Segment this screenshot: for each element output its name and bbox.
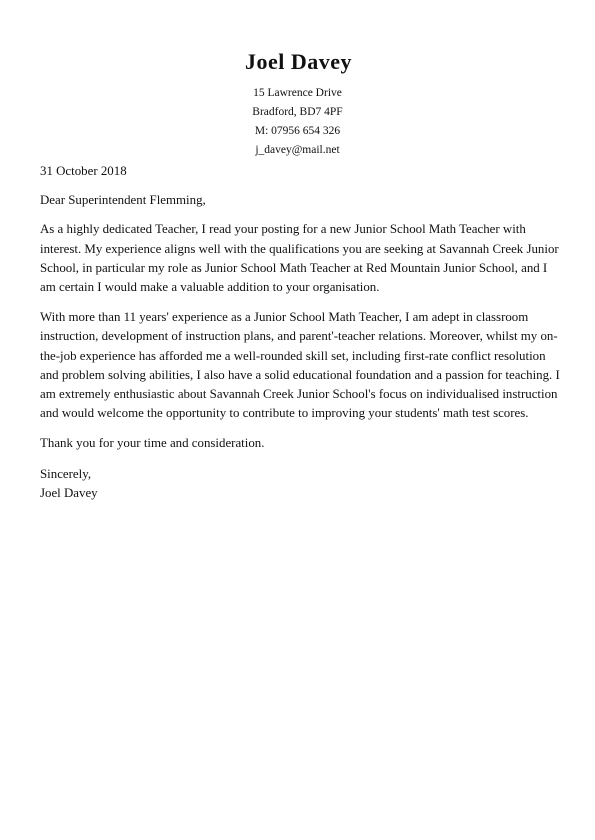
body-paragraph-3: Thank you for your time and consideration. [40, 436, 265, 451]
letter-date: 31 October 2018 [40, 164, 127, 178]
sender-address-line2: Bradford, BD7 4PF [252, 106, 343, 118]
sender-email: j_davey@mail.net [255, 144, 340, 156]
sender-address-line1: 15 Lawrence Drive [253, 87, 342, 99]
sender-phone: M: 07956 654 326 [254, 125, 341, 137]
signature-name: Joel Davey [40, 485, 98, 500]
letter-header [0, 48, 595, 160]
body-paragraph-2: With more than 11 years' experience as a Junior School Math Teacher, I am adept in classroom instruction, development of instruction plans, and parent'-teacher relations. Moreover, whilst my on-the-job experience has afforded me a well-rounded skill set, including first-rate conflict resolution and problem solving abilities, I also have a solid educational foundation and a passion for teaching. I am extremely enthusiastic about Savannah Creek Junior School's focus on individualised instruction and would welcome the opportunity to contribute to improving your students' math test scores. [40, 310, 560, 421]
salutation: Dear Superintendent Flemming, [40, 193, 206, 208]
closing: Sincerely, [40, 466, 92, 481]
letter-body [40, 162, 560, 503]
body-paragraph-1: As a highly dedicated Teacher, I read your posting for a new Junior School Math Teacher with interest. My experience aligns well with the qualifications you are seeking at Savannah Creek Junior School, in particular my role as Junior School Math Teacher at Red Mountain Junior School, and I am certain I would make a valuable addition to your organisation. [40, 222, 559, 295]
closing-block [40, 465, 560, 503]
sender-name: Joel Davey [244, 49, 353, 74]
